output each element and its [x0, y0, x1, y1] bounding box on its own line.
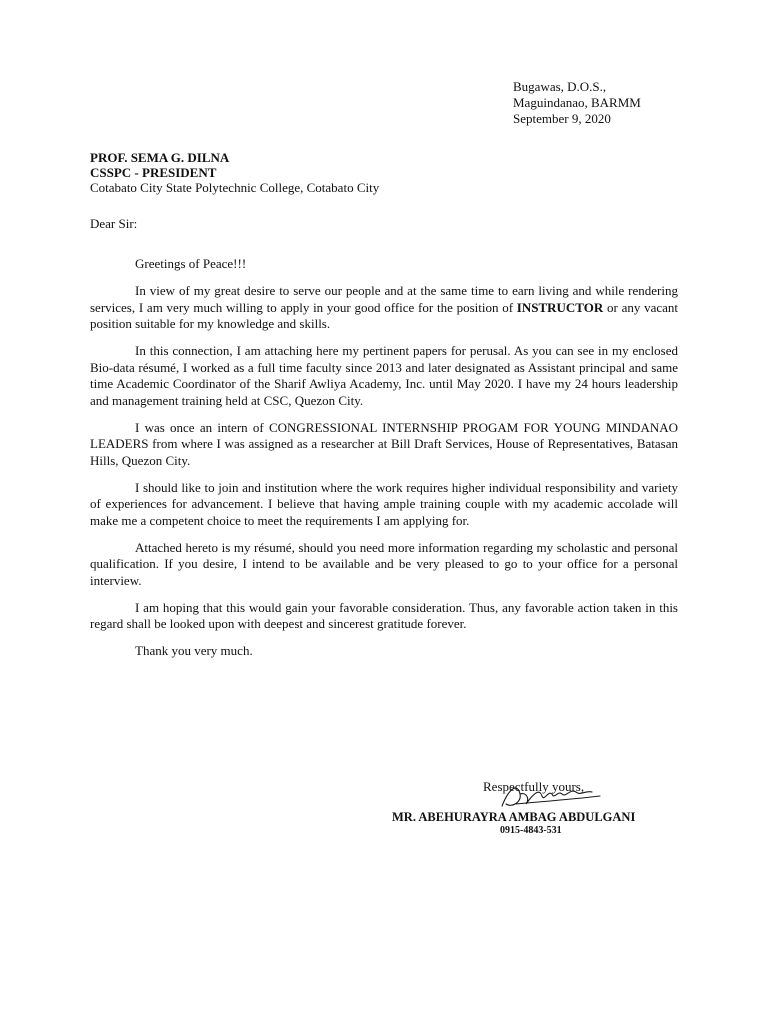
experience-paragraph: In this connection, I am attaching here my pertinent papers for perusal. As you can see in my enclosed Bio-data résumé, I worked as a full time faculty since 2013 and later designated as Assistant principal and same time Academic Coordinator of the Sharif Awliya Academy, Inc. until May 2020. I have my 24 hours leadership and management training held at CSC, Quezon City. [90, 343, 678, 408]
recipient-institution: Cotabato City State Polytechnic College, Cotabato City [90, 180, 380, 195]
application-text-end: or any vacant position suitable for my knowledge and skills. [90, 299, 678, 331]
letter-date: September 9, 2020 [513, 111, 611, 126]
recipient-title: CSSPC - PRESIDENT [90, 165, 217, 180]
application-paragraph [90, 283, 678, 333]
closing: Respectfully yours, [483, 779, 585, 794]
signer-name: MR. ABEHURAYRA AMBAG ABDULGANI [392, 810, 636, 824]
recipient-name: PROF. SEMA G. DILNA [90, 150, 230, 165]
application-text-start: In view of my great desire to serve our people and at the same time to earn living and while rendering services, I am very much willing to apply in your good office for the position of [90, 283, 678, 315]
signer-phone: 0915-4843-531 [500, 825, 562, 836]
sender-address [513, 79, 641, 127]
recipient-block [90, 150, 379, 195]
thanks-paragraph: Thank you very much. [135, 643, 253, 658]
motivation-paragraph: I should like to join and institution where the work requires higher individual responsibility and variety of experiences for advancement. I believe that having ample training couple with my academic accolade will make me a competent choice to meet the requirements I am applying for. [90, 479, 678, 528]
consideration-paragraph: I am hoping that this would gain your favorable consideration. Thus, any favorable action taken in this regard shall be looked upon with deepest and sincerest gratitude forever. [90, 599, 678, 631]
letter-body [90, 256, 678, 670]
sender-address-line2: Maguindanao, BARMM [513, 95, 641, 110]
greeting-paragraph: Greetings of Peace!!! [135, 256, 247, 271]
salutation: Dear Sir: [90, 216, 138, 231]
sender-address-line1: Bugawas, D.O.S., [513, 79, 607, 94]
position-title: INSTRUCTOR [516, 299, 604, 315]
resume-paragraph: Attached hereto is my résumé, should you need more information regarding my scholastic and personal qualification. If you desire, I intend to be available and be very pleased to go to your office for a personal interview. [90, 539, 678, 588]
internship-paragraph: I was once an intern of CONGRESSIONAL INTERNSHIP PROGAM FOR YOUNG MINDANAO LEADERS from where I was assigned as a researcher at Bill Draft Services, House of Representatives, Batasan Hills, Quezon City. [90, 419, 678, 468]
